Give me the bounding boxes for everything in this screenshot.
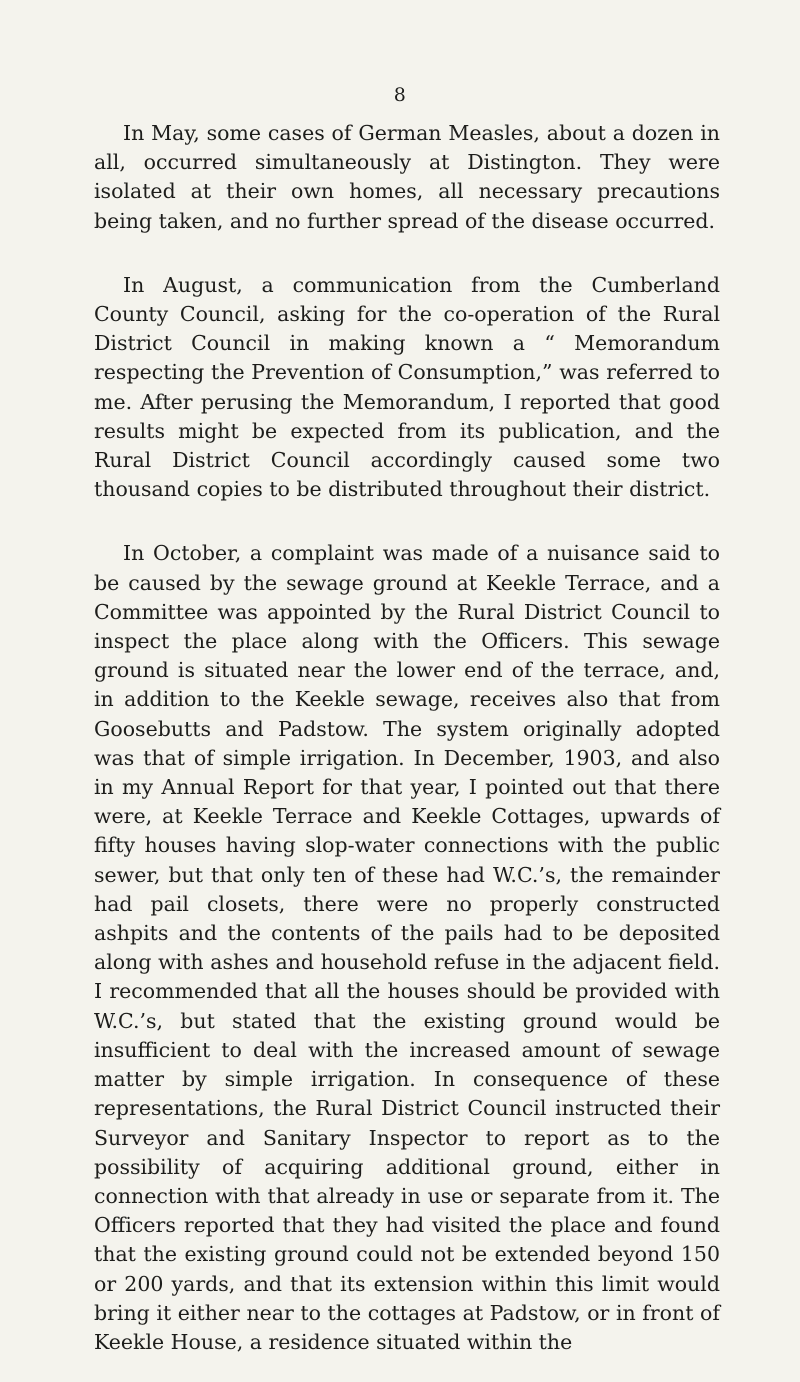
paragraph-keekle-sewage: In October, a complaint was made of a nuisance said to be caused by the sewage ground at Keekle Terrace, and a Committee was appointed by the Rural District Council to inspect the place along with the Officers. This sewage ground is situated near the lower end of the terrace, and, in addition to the Keekle sewage, receives also that from Goosebutts and Padstow. The system originally adopted was that of simple irrigation. In December, 1903, and also in my Annual Report for that year, I pointed out that there were, at Keekle Terrace and Keekle Cottages, upwards of fifty houses having slop-water connections with the public sewer, but that only ten of these had W.C.’s, the remainder had pail closets, there were no properly constructed ashpits and the contents of the pails had to be deposited along with ashes and household refuse in the adjacent field. I recommended that all the houses should be provided with W.C.’s, but stated that the existing ground would be insufficient to deal with the increased amount of sewage matter by simple irrigation. In consequence of these representations, the Rural District Council instructed their Surveyor and Sanitary Inspector to report as to the possibility of acquiring additional ground, either in connection with that already in use or separate from it. The Officers reported that they had visited the place and found that the existing ground could not be extended beyond 150 or 200 yards, and that its extension within this limit would bring it either near to the cottages at Padstow, or in front of Keekle House, a residence situated within the — [94, 541, 720, 1354]
paragraph-german-measles: In May, some cases of German Measles, about a dozen in all, occurred simultaneously at Distington. They were isolated at their own homes, all necessary precautions being taken, and no further spread of the disease occurred. — [94, 121, 720, 233]
page-number: 8 — [393, 84, 407, 106]
paragraph-consumption-memorandum: In August, a communication from the Cumberland County Council, asking for the co-operation of the Rural District Council in making known a “ Memorandum respecting the Prevention of Consumption,” was referred to me. After perusing the Memorandum, I reported that good results might be expected from its publication, and the Rural District Council accordingly caused some two thousand copies to be distributed throughout their district. — [94, 272, 720, 502]
body-text — [94, 119, 720, 1357]
